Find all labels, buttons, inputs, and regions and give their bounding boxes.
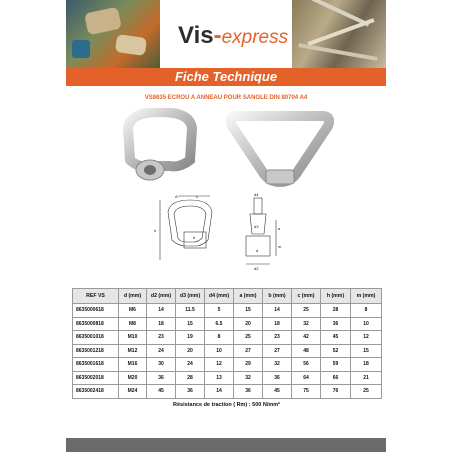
brand-logo[interactable] [178,22,288,50]
table-cell: M6 [119,304,147,318]
table-cell: 14 [205,385,234,399]
side-drawing [160,196,212,260]
table-cell: M8 [119,317,147,331]
table-row [73,331,382,345]
screw-shape-2 [307,18,374,46]
logo-sub: express [221,27,289,48]
tool-box-shape [72,40,90,58]
screws-photo [292,0,386,68]
label-m: m [278,244,282,249]
table-row [73,344,382,358]
table-cell: 8635002018 [73,371,119,385]
table-cell: 23 [147,331,176,345]
table-cell: 20 [176,344,205,358]
table-cell: 8635000618 [73,304,119,318]
hand-shape-2 [115,34,147,56]
table-cell: 76 [321,385,351,399]
table-cell: 27 [263,344,292,358]
table-cell: 11.5 [176,304,205,318]
header-cell: REF VS [73,289,119,304]
table-cell: 8635000818 [73,317,119,331]
label-d3: d3 [254,224,259,229]
table-cell: 8635002418 [73,385,119,399]
header-cell: c (mm) [292,289,321,304]
workshop-photo [66,0,160,68]
table-cell: 14 [263,304,292,318]
table-cell: 36 [234,385,263,399]
table-cell: 52 [321,344,351,358]
table-cell: 36 [263,371,292,385]
table-cell: 25 [292,304,321,318]
table-cell: 18 [147,317,176,331]
table-cell: 45 [321,331,351,345]
label-a: A [175,194,178,199]
header-cell: a (mm) [234,289,263,304]
table-cell: M10 [119,331,147,345]
table-cell: 45 [263,385,292,399]
table-cell: 32 [234,371,263,385]
table-cell: M20 [119,371,147,385]
table-row [73,317,382,331]
table-cell: 59 [321,358,351,372]
table-cell: 5 [205,304,234,318]
table-cell: 27 [234,344,263,358]
header-cell: d4 (mm) [205,289,234,304]
table-cell: 14 [147,304,176,318]
table-cell: 12 [205,358,234,372]
table-cell: 28 [321,304,351,318]
table-cell: 32 [263,358,292,372]
table-cell: 21 [351,371,382,385]
table-cell: M16 [119,358,147,372]
resistance-note: Résistance de traction ( Rm) : 500 N/mm² [173,402,280,408]
table-cell: 48 [292,344,321,358]
table-row [73,304,382,318]
table-cell: 30 [147,358,176,372]
header-cell: d (mm) [119,289,147,304]
header [66,0,386,68]
table-cell: 56 [292,358,321,372]
table-row [73,358,382,372]
table-row [73,371,382,385]
label-c: c [196,194,198,199]
table-cell: 64 [292,371,321,385]
table-header-row [73,289,382,304]
dimensions-table-wrapper [72,288,381,399]
table-cell: 36 [321,317,351,331]
table-cell: 15 [234,304,263,318]
screw-shape-3 [298,43,377,61]
table-cell: M24 [119,385,147,399]
table-cell: 28 [176,371,205,385]
table-cell: 8 [351,304,382,318]
nut-front-view [231,116,329,184]
front-drawing [246,198,276,264]
table-cell: 8635001618 [73,358,119,372]
label-h: h [154,228,157,233]
header-cell: m (mm) [351,289,382,304]
label-b: b [193,235,196,240]
label-a-front: a [278,226,281,231]
technical-drawing [150,190,300,275]
table-cell: 25 [351,385,382,399]
logo-main: Vis [178,22,214,49]
table-cell: 25 [234,331,263,345]
table-cell: 15 [176,317,205,331]
header-cell: b (mm) [263,289,292,304]
table-cell: 32 [292,317,321,331]
table-cell: 15 [351,344,382,358]
footer-bar [66,438,386,452]
table-cell: 19 [176,331,205,345]
table-cell: 42 [292,331,321,345]
dimensions-table [72,288,382,399]
table-cell: 18 [351,358,382,372]
logo-dash: - [213,22,222,49]
table-cell: M12 [119,344,147,358]
table-cell: 8635001018 [73,331,119,345]
header-cell: d3 (mm) [176,289,205,304]
table-cell: 10 [351,317,382,331]
table-cell: 36 [147,371,176,385]
table-row [73,385,382,399]
product-illustration [110,108,350,190]
table-cell: 45 [147,385,176,399]
title-banner [66,68,386,86]
table-cell: 10 [205,344,234,358]
table-cell: 12 [351,331,382,345]
label-d: d [256,248,259,253]
table-cell: 8635001218 [73,344,119,358]
table-cell: 13 [205,371,234,385]
label-d2: d2 [254,266,259,271]
table-cell: 66 [321,371,351,385]
table-cell: 36 [176,385,205,399]
table-cell: 75 [292,385,321,399]
table-cell: 24 [147,344,176,358]
nut-side-view [128,112,192,180]
table-cell: 20 [234,317,263,331]
header-cell: h (mm) [321,289,351,304]
table-cell: 23 [263,331,292,345]
table-cell: 24 [176,358,205,372]
hand-shape [84,7,122,36]
header-cell: d2 (mm) [147,289,176,304]
table-cell: 8 [205,331,234,345]
logo-area [160,0,292,68]
table-cell: 6.5 [205,317,234,331]
table-cell: 18 [263,317,292,331]
product-title: VS8635 ECROU A ANNEAU POUR SANGLE DIN 80704 A4 [144,95,308,101]
banner-title: Fiche Technique [174,69,278,84]
label-d4: d4 [254,192,259,197]
table-cell: 29 [234,358,263,372]
